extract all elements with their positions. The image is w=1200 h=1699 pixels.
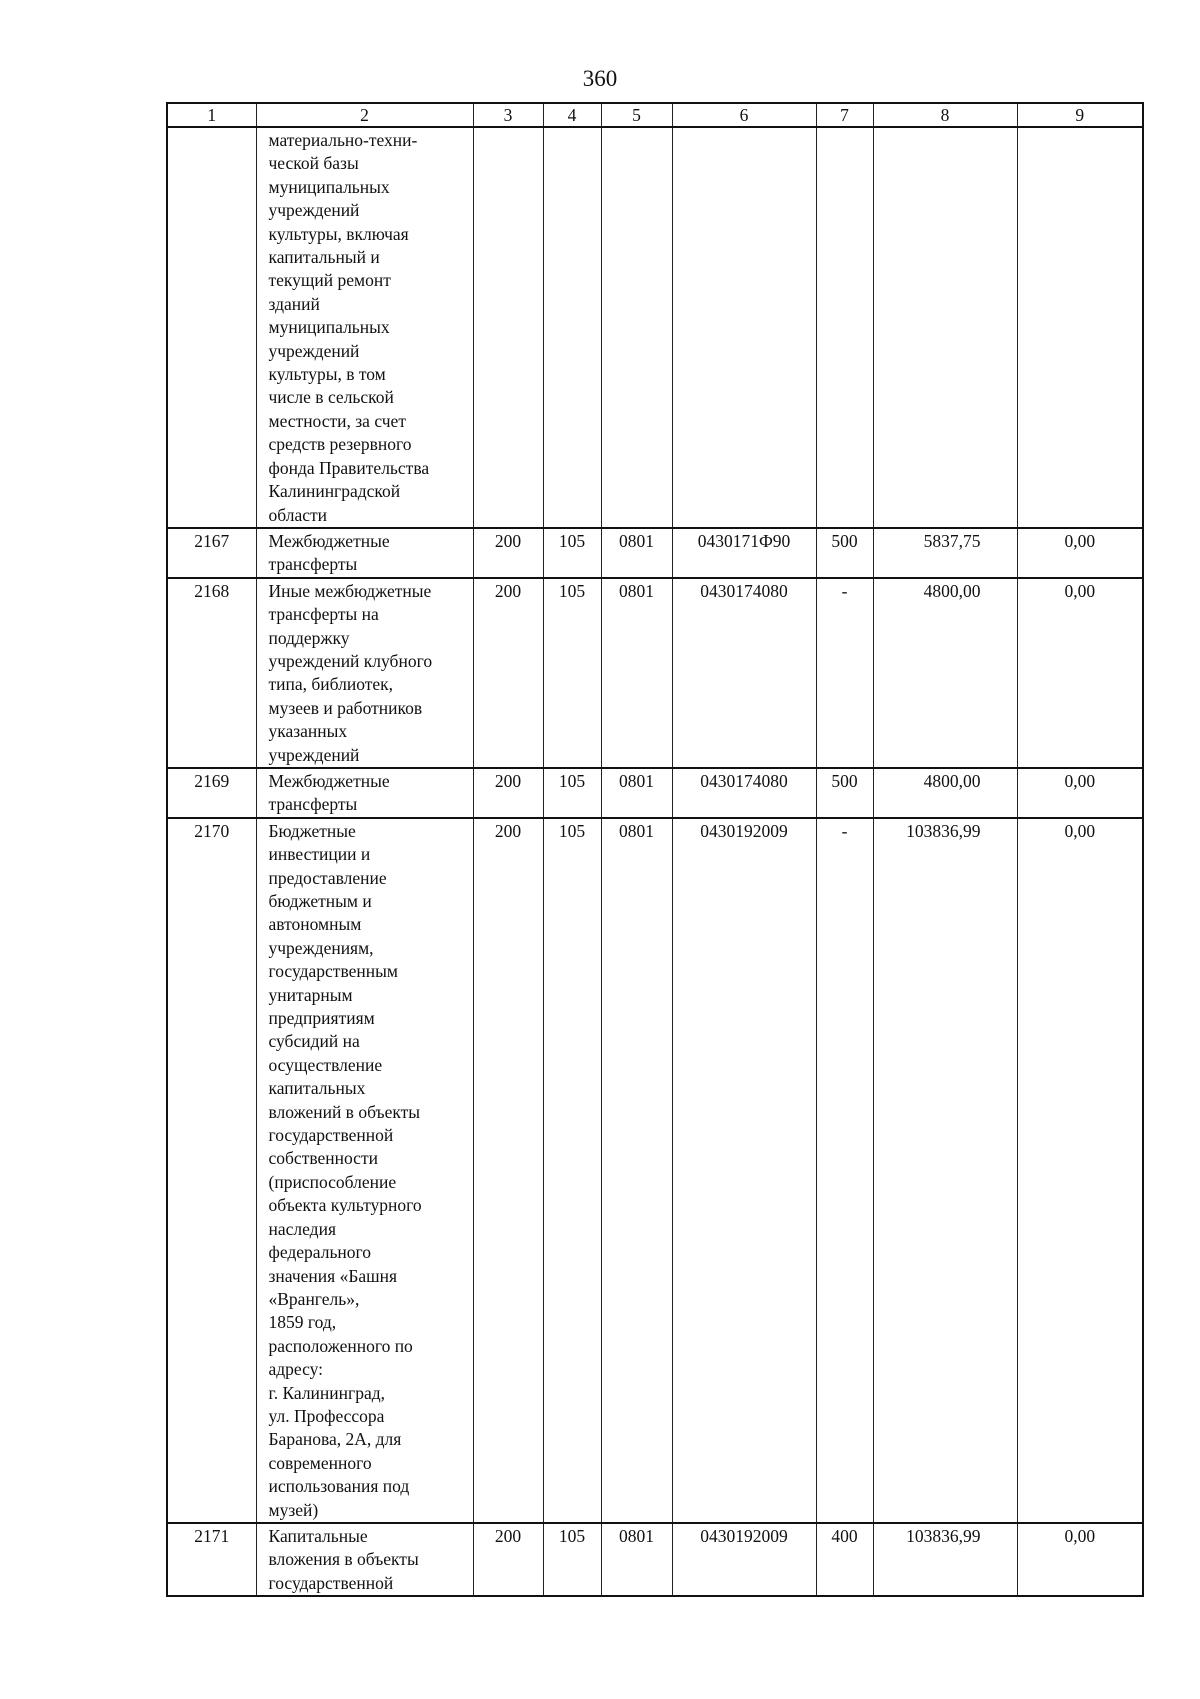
description-line: современного [268, 1452, 372, 1473]
description-line: фонда Правительства [268, 457, 430, 478]
type-value: 500 [816, 768, 873, 818]
column-header: 4 [543, 103, 601, 127]
col3-value: 200 [473, 818, 543, 1523]
description-line: предоставление [268, 867, 387, 888]
amount2-value: 0,00 [1017, 768, 1143, 818]
row-description [256, 528, 473, 578]
row-description [256, 818, 473, 1523]
description-line: унитарным [268, 984, 353, 1005]
table-row [167, 1523, 1143, 1596]
description-line: Иные межбюджетные [268, 580, 432, 601]
description-line: указанных [268, 721, 348, 742]
description-line: музей) [268, 1499, 319, 1520]
description-line: предприятиям [268, 1008, 375, 1029]
description-line: муниципальных [268, 317, 390, 338]
type-value [816, 127, 873, 528]
column-header: 2 [256, 103, 473, 127]
row-number: 2168 [167, 578, 256, 768]
column-header: 3 [473, 103, 543, 127]
description-line: учреждений клубного [268, 650, 433, 671]
code-value: 0430192009 [672, 818, 816, 1523]
description-line: объекта культурного [268, 1195, 422, 1216]
col4-value: 105 [543, 768, 601, 818]
table-row [167, 528, 1143, 578]
amount-value: 103836,99 [873, 818, 1017, 1523]
description-line: инвестиции и [268, 844, 371, 865]
description-line: Бюджетные [268, 820, 356, 841]
description-line: Калининградской [268, 481, 401, 502]
amount2-value: 0,00 [1017, 578, 1143, 768]
row-description [256, 127, 473, 528]
col5-value [601, 127, 672, 528]
description-line: зданий [268, 293, 320, 314]
description-line: учреждений [268, 200, 360, 221]
description-line: государственной [268, 1572, 394, 1593]
col5-value: 0801 [601, 578, 672, 768]
col4-value: 105 [543, 528, 601, 578]
col4-value: 105 [543, 578, 601, 768]
description-line: числе в сельской [268, 387, 394, 408]
col5-value: 0801 [601, 528, 672, 578]
description-line: капитальных [268, 1078, 366, 1099]
description-line: трансферты [268, 794, 358, 815]
col5-value: 0801 [601, 768, 672, 818]
description-line: трансферты на [268, 604, 379, 625]
description-line: учреждений [268, 744, 360, 765]
row-number [167, 127, 256, 528]
description-line: собственности [268, 1148, 378, 1169]
row-number: 2169 [167, 768, 256, 818]
description-line: 1859 год, [268, 1312, 337, 1333]
code-value: 0430171Ф90 [672, 528, 816, 578]
col4-value: 105 [543, 818, 601, 1523]
description-line: вложения в объекты [268, 1549, 419, 1570]
description-line: использования под [268, 1476, 410, 1497]
column-header: 1 [167, 103, 256, 127]
column-header: 8 [873, 103, 1017, 127]
description-line: субсидий на [268, 1031, 360, 1052]
row-description [256, 578, 473, 768]
description-line: ческой базы [268, 153, 359, 174]
type-value: - [816, 578, 873, 768]
description-line: государственным [268, 961, 398, 982]
col3-value: 200 [473, 578, 543, 768]
description-line: государственной [268, 1125, 394, 1146]
description-line: текущий ремонт [268, 270, 391, 291]
description-line: осуществление [268, 1054, 383, 1075]
description-line: федерального [268, 1242, 372, 1263]
amount-value: 5837,75 [873, 528, 1017, 578]
description-line: музеев и работников [268, 697, 423, 718]
row-description [256, 1523, 473, 1596]
page-number: 360 [582, 66, 618, 91]
description-line: бюджетным и [268, 891, 372, 911]
description-line: средств резервного [268, 434, 412, 455]
amount-value: 103836,99 [873, 1523, 1017, 1596]
description-line: культуры, включая [268, 223, 409, 244]
row-number: 2167 [167, 528, 256, 578]
description-line: типа, библиотек, [268, 674, 394, 695]
description-line: учреждениям, [268, 937, 374, 958]
row-description [256, 768, 473, 818]
amount-value: 4800,00 [873, 578, 1017, 768]
description-line: наследия [268, 1218, 336, 1239]
table-body [167, 127, 1143, 1596]
description-line: муниципальных [268, 176, 390, 197]
code-value [672, 127, 816, 528]
code-value: 0430174080 [672, 768, 816, 818]
col5-value: 0801 [601, 818, 672, 1523]
description-line: Баранова, 2А, для [268, 1429, 402, 1450]
description-line: материально-техни- [268, 130, 418, 150]
amount-value [873, 127, 1017, 528]
description-line: Межбюджетные [268, 530, 390, 551]
header-row [167, 103, 1143, 127]
description-line: г. Калининград, [268, 1382, 385, 1403]
col4-value: 105 [543, 1523, 601, 1596]
description-line: (приспособление [268, 1171, 397, 1192]
amount-value: 4800,00 [873, 768, 1017, 818]
col3-value: 200 [473, 1523, 543, 1596]
col5-value: 0801 [601, 1523, 672, 1596]
type-value: 400 [816, 1523, 873, 1596]
description-line: «Врангель», [268, 1288, 360, 1309]
amount2-value: 0,00 [1017, 818, 1143, 1523]
row-number: 2171 [167, 1523, 256, 1596]
column-header: 6 [672, 103, 816, 127]
col3-value [473, 127, 543, 528]
amount2-value [1017, 127, 1143, 528]
table-row [167, 578, 1143, 768]
amount2-value: 0,00 [1017, 528, 1143, 578]
table-row [167, 768, 1143, 818]
description-line: адресу: [268, 1359, 324, 1380]
description-line: автономным [268, 914, 362, 935]
description-line: трансферты [268, 554, 358, 575]
description-line: культуры, в том [268, 364, 386, 385]
col3-value: 200 [473, 768, 543, 818]
description-line: поддержку [268, 627, 350, 648]
description-line: значения «Башня [268, 1265, 398, 1286]
description-line: Межбюджетные [268, 770, 390, 791]
table-row [167, 127, 1143, 528]
col3-value: 200 [473, 528, 543, 578]
description-line: местности, за счет [268, 410, 406, 431]
row-number: 2170 [167, 818, 256, 1523]
description-line: капитальный и [268, 247, 380, 268]
column-header: 7 [816, 103, 873, 127]
description-line: учреждений [268, 340, 360, 361]
amount2-value: 0,00 [1017, 1523, 1143, 1596]
table-row [167, 818, 1143, 1523]
type-value: - [816, 818, 873, 1523]
column-header: 5 [601, 103, 672, 127]
description-line: ул. Профессора [268, 1405, 385, 1426]
description-line: вложений в объекты [268, 1101, 421, 1122]
description-line: Капитальные [268, 1525, 368, 1546]
description-line: расположенного по [268, 1335, 413, 1356]
type-value: 500 [816, 528, 873, 578]
description-line: области [268, 504, 327, 525]
col4-value [543, 127, 601, 528]
budget-table [166, 102, 1144, 1597]
column-header: 9 [1017, 103, 1143, 127]
code-value: 0430174080 [672, 578, 816, 768]
code-value: 0430192009 [672, 1523, 816, 1596]
